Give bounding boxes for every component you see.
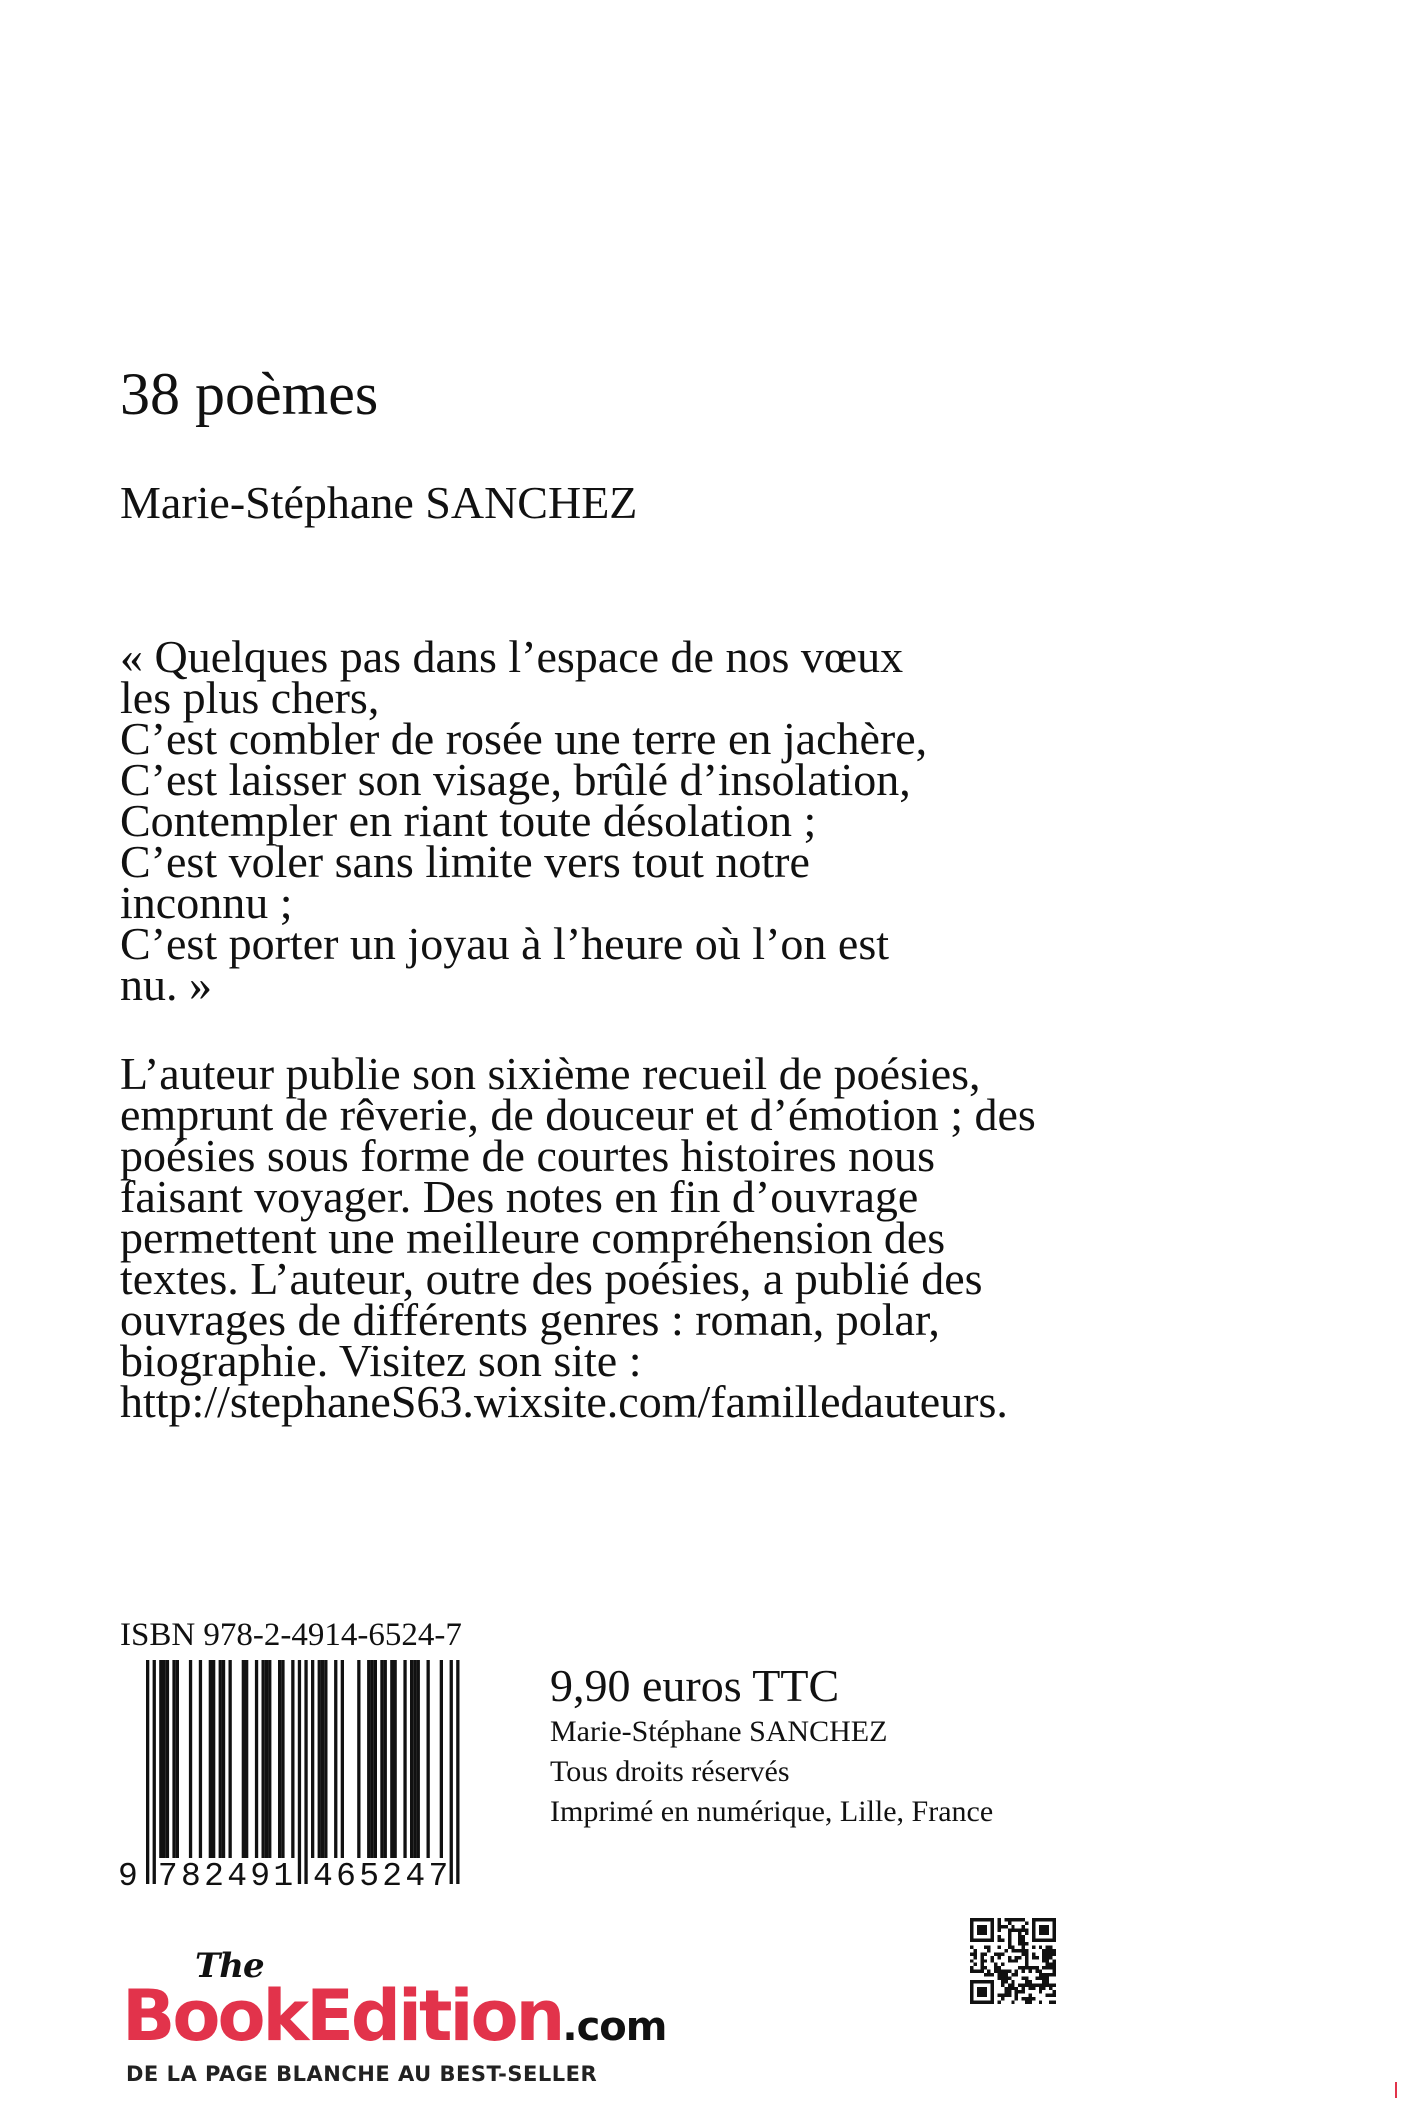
barcode-digit: 4 — [405, 1858, 426, 1895]
barcode-guard-bar — [456, 1660, 459, 1884]
poem-line: les plus chers, — [120, 672, 380, 723]
barcode-guard-bar — [304, 1660, 307, 1884]
barcode-digit: 2 — [204, 1858, 224, 1895]
rights-notice: Tous droits réservés — [550, 1755, 790, 1788]
poem-line: C’est combler de rosée une terre en jachère, — [120, 713, 928, 764]
poem-line: « Quelques pas dans l’espace de nos vœux — [120, 631, 904, 682]
poem-line: C’est voler sans limite vers tout notre — [120, 836, 810, 887]
logo-tagline: DE LA PAGE BLANCHE AU BEST-SELLER — [126, 2062, 598, 2086]
logo-name: BookEdition — [122, 1975, 563, 2057]
poem-line: C’est porter un joyau à l’heure où l’on est — [120, 918, 889, 969]
barcode-bar — [166, 1660, 169, 1858]
barcode-bar — [278, 1660, 281, 1858]
poem-line: inconnu ; — [120, 877, 293, 928]
barcode-bar — [212, 1660, 215, 1858]
barcode-guard-bar — [450, 1660, 453, 1884]
price: 9,90 euros TTC — [550, 1660, 840, 1711]
barcode-bar — [334, 1660, 337, 1858]
barcode-bar — [229, 1660, 232, 1858]
logo-the: The — [195, 1946, 264, 1986]
barcode-bar — [209, 1660, 212, 1858]
barcode-bar — [357, 1660, 360, 1858]
qr-code-icon — [970, 1918, 1056, 2004]
poem-line: C’est laisser son visage, brûlé d’insolation, — [120, 754, 911, 805]
barcode-bar — [410, 1660, 413, 1858]
barcode-digit: 9 — [250, 1858, 271, 1895]
barcode-guard-bar — [298, 1660, 301, 1884]
barcode-bar — [311, 1660, 314, 1858]
barcode-digit: 1 — [273, 1858, 294, 1895]
publisher-author: Marie-Stéphane SANCHEZ — [550, 1715, 888, 1748]
barcode-bar — [367, 1660, 370, 1858]
barcode-digit: 2 — [382, 1858, 403, 1895]
barcode-bar — [189, 1660, 192, 1858]
barcode-bar — [281, 1660, 284, 1858]
barcode-bar — [427, 1660, 430, 1858]
barcode-digit: 4 — [227, 1858, 247, 1895]
barcode-bar — [291, 1660, 294, 1858]
isbn-label: ISBN 978-2-4914-6524-7 — [120, 1617, 462, 1653]
barcode-digit: 9 — [118, 1858, 138, 1895]
barcode-bar — [172, 1660, 175, 1858]
barcode-digit: 8 — [181, 1858, 201, 1895]
barcode — [116, 1660, 490, 1898]
barcode-bar — [394, 1660, 397, 1858]
logo-wordmark — [122, 1976, 666, 2067]
poem-line: nu. » — [120, 959, 212, 1010]
barcode-bar — [440, 1660, 443, 1858]
logo-domain: .com — [562, 2004, 667, 2050]
author-name: Marie-Stéphane SANCHEZ — [120, 477, 638, 528]
barcode-digit: 4 — [313, 1858, 333, 1895]
barcode-bar — [159, 1660, 162, 1858]
barcode-bar — [176, 1660, 179, 1858]
book-blurb: L’auteur publie son sixième recueil de poésies, emprunt de rêverie, de douceur et d’émotion ; des poésies sous forme de courtes histoires nous faisant voyager. Des notes en fin d’ouvrage permettent une meilleure compréhension des textes. L’auteur, outre des poésies, a publié des ouvrages de différents genres : roman, polar, biographie. Visitez son site : http://stephaneS63.wixsite.com/familledauteurs. — [120, 1048, 1036, 1427]
barcode-bar — [255, 1660, 258, 1858]
barcode-bar — [163, 1660, 166, 1858]
barcode-bar — [374, 1660, 377, 1858]
barcode-bar — [413, 1660, 416, 1858]
barcode-bar — [242, 1660, 245, 1858]
barcode-digits — [116, 1857, 490, 1897]
barcode-bar — [390, 1660, 393, 1858]
print-location: Imprimé en numérique, Lille, France — [550, 1795, 994, 1828]
barcode-bar — [380, 1660, 383, 1858]
barcode-guard-bar — [153, 1660, 156, 1884]
barcode-bar — [318, 1660, 321, 1858]
barcode-digit: 5 — [359, 1858, 379, 1895]
poem-excerpt — [120, 631, 1050, 1010]
barcode-bar — [245, 1660, 248, 1858]
barcode-digit: 7 — [428, 1858, 449, 1895]
barcode-bar — [370, 1660, 373, 1858]
edge-mark — [1395, 2082, 1397, 2098]
barcode-bar — [262, 1660, 265, 1858]
barcode-bar — [268, 1660, 271, 1858]
barcode-guard-bar — [146, 1660, 149, 1884]
barcode-bar — [341, 1660, 344, 1858]
barcode-bar — [265, 1660, 268, 1858]
barcode-bar — [384, 1660, 387, 1858]
barcode-bar — [222, 1660, 225, 1858]
barcode-bar — [417, 1660, 420, 1858]
barcode-bar — [324, 1660, 327, 1858]
barcode-bar — [199, 1660, 202, 1858]
publisher-logo — [122, 1948, 722, 2098]
barcode-digit: 6 — [336, 1858, 356, 1895]
barcode-bar — [403, 1660, 406, 1858]
poem-line: Contempler en riant toute désolation ; — [120, 795, 817, 846]
barcode-bar — [219, 1660, 222, 1858]
book-title: 38 poèmes — [120, 361, 379, 427]
barcode-digit: 7 — [157, 1858, 178, 1895]
barcode-bar — [321, 1660, 324, 1858]
